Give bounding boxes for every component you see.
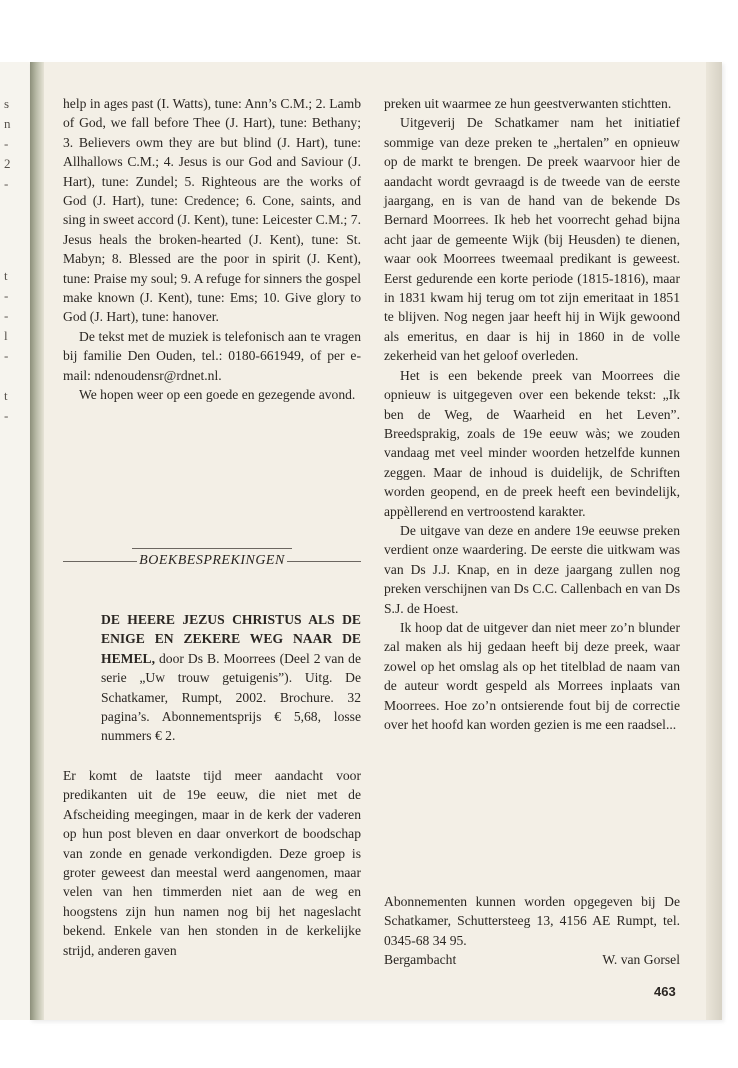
subscription-text: Abonnementen kunnen worden opgegeven bij De Schatkamer, Schuttersteeg 13, 4156 AE Rumpt, tel. 0345-68 34 95. xyxy=(384,894,680,948)
section-heading xyxy=(63,548,361,569)
prev-page-fragment: l xyxy=(4,328,8,343)
book-details: door Ds B. Moorrees (Deel 2 van de serie „Uw trouw getuigenis”). Uitg. De Schatkamer, Rumpt, 2002. Brochure. 32 pagina’s. Abonnementsprijs € 5,68, losse nummers € 2. xyxy=(101,650,361,744)
page-spine-shadow xyxy=(30,62,44,1020)
prev-page-fragment: - xyxy=(4,408,9,423)
right-column xyxy=(384,94,680,734)
review-body-paragraph: Er komt de laatste tijd meer aandacht voor predikanten uit de 19e eeuw, die niet met de Afscheiding meegingen, maar in de kerk der vaderen op hun post bleven en daar onverkort de boodschap van zonde en genade verkondigden. Deze groep is groter geweest dan meestal werd aangenomen, maar velen van hen timmerden niet aan de weg en hoogstens zijn hun namen nog bij het nageslacht bekend. Enkele van hen stonden in de kerkelijke strijd, anderen gaven xyxy=(63,768,361,958)
review-paragraph: Ik hoop dat de uitgever dan niet meer zo’n blunder zal maken als hij gedaan heeft bij deze preek, waar zowel op het omslag als op het titelblad de naam van de auteur wordt gespeld als Morrees inplaats van Moorrees. Hoe zo’n ontsierende fout bij de correctie over het hoofd kan worden gezien is me een raadsel... xyxy=(384,619,680,732)
prev-page-fragment: 2 xyxy=(4,156,11,171)
review-paragraph: De uitgave van deze en andere 19e eeuwse preken verdient onze waardering. De eerste die uitkwam was van Ds J.J. Knap, en in deze jaargang zullen nog preken verschijnen van Ds C.C. Callenbach en van Ds S.J. de Hoest. xyxy=(384,522,680,616)
subscription-info xyxy=(384,892,680,970)
left-column-top xyxy=(63,94,361,405)
previous-page-edge xyxy=(0,62,30,1020)
review-paragraph: Het is een bekende preek van Moorrees die opnieuw is uitgegeven over een bekende tekst: „Ik ben de Weg, de Waarheid en het Leven”. Breedsprakig, zoals de 19e eeuw wàs; we zouden vandaag met veel minder woorden hetzelfde kunnen zeggen. Maar de inhoud is duidelijk, de Schriften worden geopend, en de preek heeft een bevindelijk, appèllerend en vertroostend karakter. xyxy=(384,367,680,519)
book-title: DE HEERE JEZUS CHRISTUS ALS DE ENIGE EN ZEKERE WEG NAAR DE HEMEL, xyxy=(101,612,361,666)
prev-page-fragment: - xyxy=(4,308,9,323)
signature-author: W. van Gorsel xyxy=(602,952,680,968)
prev-page-fragment: - xyxy=(4,136,9,151)
closing-paragraph: We hopen weer op een goede en gezegende avond. xyxy=(79,387,356,403)
book-review-header xyxy=(101,610,361,746)
prev-page-fragment: t xyxy=(4,268,8,283)
prev-page-fragment: t xyxy=(4,388,8,403)
signature-row xyxy=(384,950,680,969)
review-paragraph: Uitgeverij De Schatkamer nam het initiatief sommige van deze preken te „hertalen” en opnieuw op de markt te brengen. De preek waarvoor hier de aandacht wordt gevraagd is de tweede van de eerste jaargang, en is van de hand van de bekende Ds Bernard Moorrees. Ik heb het voorrecht gehad bijna acht jaar de gemeente Wijk (bij Heusden) te dienen, waar ook Moorrees tweemaal predikant is geweest. Eerst gedurende een korte periode (1815-1816), maar in 1831 kwam hij terug om tot zijn emeritaat in 1851 te blijven. Nog negen jaar heeft hij in Wijk gewoond als emeritus, en daar is hij in 1860 in de volle zekerheid van het geloof overleden. xyxy=(384,115,680,364)
contact-paragraph: De tekst met de muziek is telefonisch aan te vragen bij familie Den Ouden, tel.: 0180-661949, of per e-mail: ndenoudensr@rdnet.nl. xyxy=(63,328,361,383)
prev-page-fragment: s xyxy=(4,96,10,111)
prev-page-fragment: - xyxy=(4,176,9,191)
section-title: BOEKBESPREKINGEN xyxy=(139,553,285,568)
prev-page-fragment: - xyxy=(4,348,9,363)
hymn-list-paragraph: help in ages past (I. Watts), tune: Ann’s C.M.; 2. Lamb of God, we fall before Thee (J. Hart), tune: Bethany; 3. Believers owm they are but blind (J. Hart), tune: Allhallows C.M.; 4. Jesus is our God and Saviour (J. Hart), tune: Zundel; 5. Righteous are the works of God (J. Hart), tune: Credence; 6. Cone, saints, and sing in sweet accord (J. Kent), tune: Leicester C.M.; 7. Jesus heals the broken-hearted (J. Kent), tune: St. Mabyn; 8. Blessed are the poor in spirit (J. Kent), tune: Praise my soul; 9. A refuge for sinners the gospel make known (J. Kent), tune: Ems; 10. Give glory to God (J. Hart), tune: hanover. xyxy=(63,96,361,325)
prev-page-fragment: - xyxy=(4,288,9,303)
section-divider xyxy=(132,548,292,549)
prev-page-fragment: n xyxy=(4,116,11,131)
section-rule-left xyxy=(63,561,137,562)
signature-place: Bergambacht xyxy=(384,952,457,968)
page-right-edge xyxy=(706,62,722,1020)
page-number: 463 xyxy=(654,984,676,999)
left-column-body xyxy=(63,766,361,960)
section-rule-right xyxy=(287,561,361,562)
review-paragraph: preken uit waarmee ze hun geestverwanten stichtten. xyxy=(384,96,672,111)
